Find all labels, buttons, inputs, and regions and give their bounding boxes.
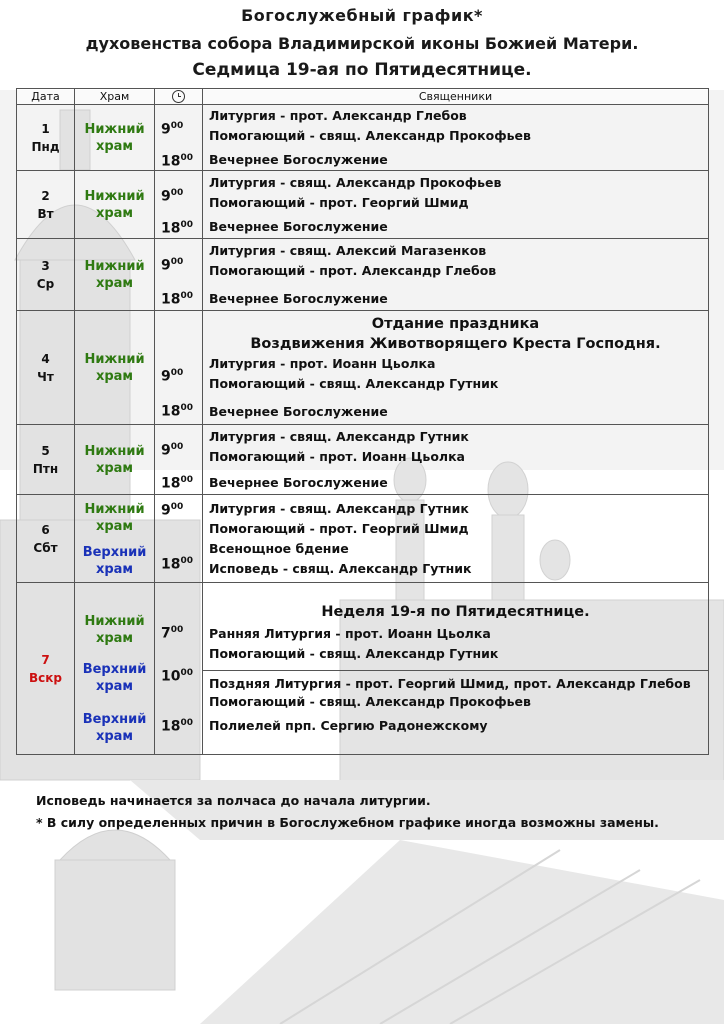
hram-cell: Нижний храм Верхний храм [75,495,155,583]
table-row [17,171,709,239]
hram-cell: Нижний храм [75,425,155,495]
service-cell: Литургия - свящ. Алексий Магазенков Помогающий - прот. Александр Глебов Вечернее Богослужение [203,239,709,311]
hram-cell: Нижний храм [75,311,155,425]
time-cell: $9^{00}$ $18^{00}$ [155,495,203,583]
day-cell: 3 Ср [17,239,75,311]
service-cell: Литургия - свящ. Александр Прокофьев Помогающий - прот. Георгий Шмид Вечернее Богослужение [203,171,709,239]
table-row [17,425,709,495]
hram-cell: Нижний храм [75,239,155,311]
service-cell: Литургия - свящ. Александр Гутник Помогающий - прот. Иоанн Цьолка Вечернее Богослужение [203,425,709,495]
clock-icon [172,90,185,103]
week-title: Седмица 19-ая по Пятидесятнице. [192,60,532,80]
time-cell: $9^{00}$ $18^{00}$ [155,425,203,495]
day-cell: 5 Птн [17,425,75,495]
table-row [17,495,709,583]
time-cell: $9^{00}$ $18^{00}$ [155,171,203,239]
service-cell: Неделя 19-я по Пятидесятнице. Ранняя Литургия - прот. Иоанн Цьолка Помогающий - свящ. Александр Гутник Поздняя Литургия - прот. Георгий Шмид, прот. Александр Глебов Помогающий - свящ. Александр Прокофьев Полиелей прп. Сергию Радонежскому [203,583,709,755]
day-cell: 2 Вт [17,171,75,239]
day-cell: 4 Чт [17,311,75,425]
time-cell: $9^{00}$ $18^{00}$ [155,105,203,171]
day-cell-sunday: 7 Вскр [17,583,75,755]
table-row [17,105,709,171]
time-cell: $9^{00}$ $18^{00}$ [155,239,203,311]
table-row [17,239,709,311]
time-cell: $9^{00}$ $18^{00}$ [155,311,203,425]
header-time [155,89,203,105]
service-cell: Литургия - свящ. Александр Гутник Помогающий - прот. Георгий Шмид Всенощное бдение Исповедь - свящ. Александр Гутник [203,495,709,583]
service-cell: Отдание праздника Воздвижения Животворящего Креста Господня. Литургия - прот. Иоанн Цьолка Помогающий - свящ. Александр Гутник Вечернее Богослужение [203,311,709,425]
table-row [17,583,709,755]
page-subtitle: духовенства собора Владимирской иконы Божией Матери. [85,34,639,53]
header-date: Дата [17,89,75,105]
feast-title: Отдание праздника [371,315,540,332]
day-cell: 6 Сбт [17,495,75,583]
feast-title: Воздвижения Животворящего Креста Господня. [250,335,661,352]
service-cell: Литургия - прот. Александр Глебов Помогающий - свящ. Александр Прокофьев Вечернее Богослужение [203,105,709,171]
hram-cell: Нижний храм [75,171,155,239]
header-priests: Священники [203,89,709,105]
table-header-row [17,89,709,105]
table-row [17,311,709,425]
hram-cell: Нижний храм [75,105,155,171]
header-hram: Храм [75,89,155,105]
hram-cell: Нижний храм Верхний храм Верхний храм [75,583,155,755]
replacement-note: * В силу определенных причин в Богослужебном графике иногда возможны замены. [36,815,659,830]
schedule-table [16,88,709,755]
confession-note: Исповедь начинается за полчаса до начала литургии. [36,793,431,808]
page-title: Богослужебный график* [241,6,483,25]
feast-title: Неделя 19-я по Пятидесятнице. [321,603,590,620]
time-cell: $7^{00}$ $10^{00}$ $18^{00}$ [155,583,203,755]
day-cell: 1 Пнд [17,105,75,171]
